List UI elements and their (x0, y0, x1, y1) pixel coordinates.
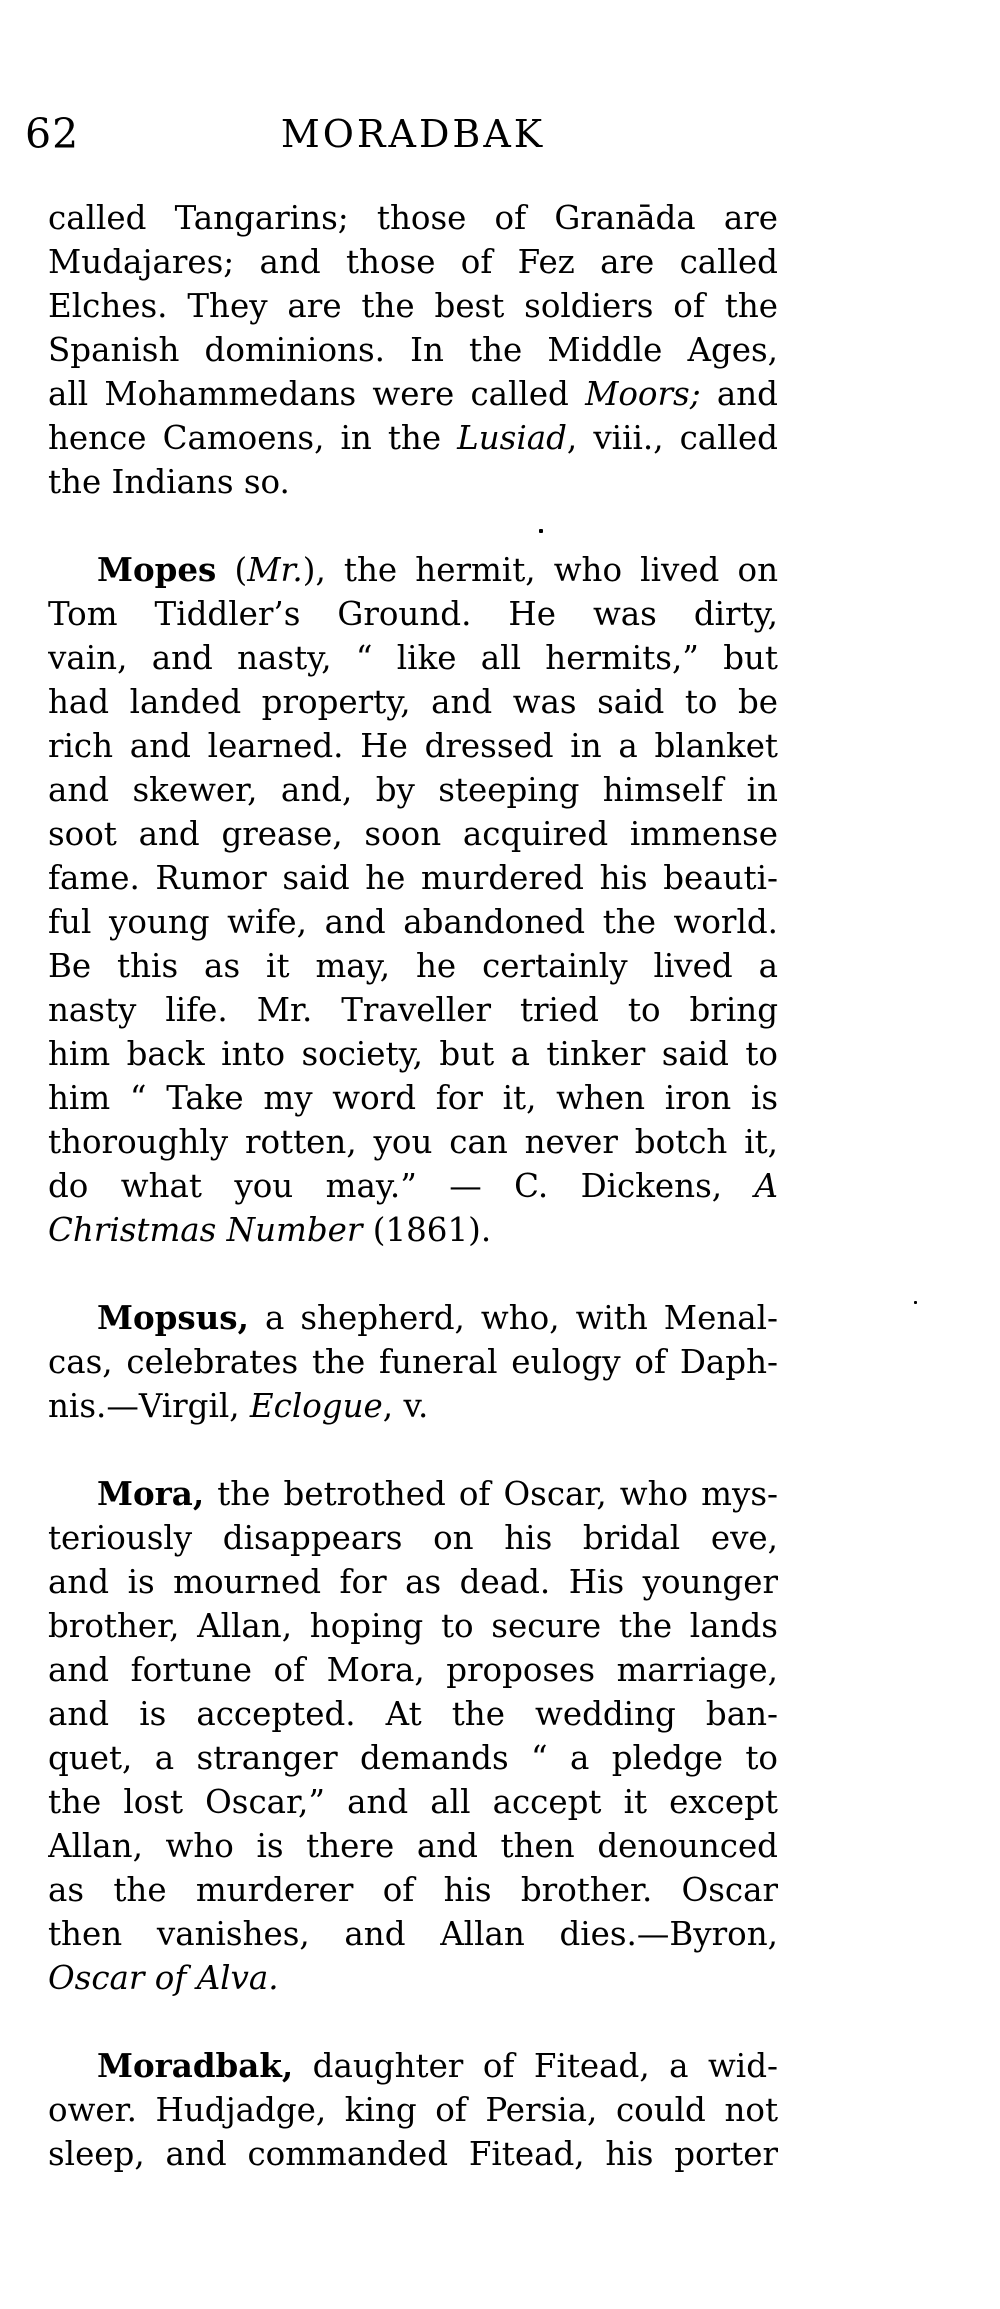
text-line (48, 1692, 778, 1736)
text-segment: Be this as it may, he certainly lived a (48, 947, 778, 985)
text-segment: teriously disappears on his bridal eve, (48, 1519, 778, 1557)
entry-headword: Mora, (97, 1474, 205, 1513)
entry-headword: Mopes (97, 550, 217, 589)
text-line (48, 416, 778, 460)
text-segment: the lost Oscar,” and all accept it except (48, 1783, 778, 1821)
text-line (48, 2044, 778, 2088)
text-line (48, 1868, 778, 1912)
text-line (48, 768, 778, 812)
text-segment: do what you may.” — C. Dickens, (48, 1167, 755, 1205)
text-segment: ful young wife, and abandoned the world. (48, 903, 778, 941)
text-line (48, 240, 778, 284)
text-segment: all Mohammedans were called (48, 375, 586, 413)
text-segment: fame. Rumor said he murdered his beauti- (48, 859, 778, 897)
text-line (48, 1164, 778, 1208)
paragraph (48, 2044, 778, 2176)
text-line (48, 900, 778, 944)
text-line (48, 548, 778, 592)
text-segment: the Indians so. (48, 463, 290, 501)
text-segment: and fortune of Mora, proposes marriage, (48, 1651, 778, 1689)
text-segment: Tom Tiddler’s Ground. He was dirty, (48, 595, 778, 633)
text-line (48, 680, 778, 724)
text-segment: then vanishes, and Allan dies.—Byron, (48, 1915, 778, 1953)
text-segment: , v. (382, 1387, 429, 1425)
text-segment: ower. Hudjadge, king of Persia, could not (48, 2091, 778, 2129)
text-segment: and skewer, and, by steeping himself in (48, 771, 778, 809)
text-segment: and is mourned for as dead. His younger (48, 1563, 778, 1601)
text-segment: as the murderer of his brother. Oscar (48, 1871, 778, 1909)
text-segment: and (700, 375, 778, 413)
page-body (48, 196, 778, 2176)
text-segment: ( (216, 551, 248, 589)
paragraph (48, 1296, 778, 1428)
text-line (48, 636, 778, 680)
text-line (48, 1340, 778, 1384)
paragraph (48, 1472, 778, 2000)
text-segment: Mudajares; and those of Fez are called (48, 243, 778, 281)
text-line (48, 1120, 778, 1164)
text-segment: Moors; (585, 375, 701, 413)
text-segment: Oscar of Alva. (48, 1959, 279, 1997)
text-segment: him “ Take my word for it, when iron is (48, 1079, 778, 1117)
text-line (48, 2132, 778, 2176)
text-segment: Mr. (247, 551, 303, 589)
text-line (48, 944, 778, 988)
text-line (48, 856, 778, 900)
text-line (48, 1032, 778, 1076)
text-line (48, 1516, 778, 1560)
text-segment: thoroughly rotten, you can never botch it, (48, 1123, 778, 1161)
text-segment: Allan, who is there and then denounced (48, 1827, 778, 1865)
text-segment: the betrothed of Oscar, who mys- (204, 1475, 778, 1513)
text-line (48, 1780, 778, 1824)
text-segment: nis.—Virgil, (48, 1387, 250, 1425)
text-line (48, 724, 778, 768)
running-head: MORADBAK (280, 112, 546, 156)
text-line (48, 1560, 778, 1604)
text-line (48, 2088, 778, 2132)
text-segment: called Tangarins; those of Granāda are (48, 199, 778, 237)
text-segment: Christmas Number (48, 1211, 363, 1249)
paragraph (48, 196, 778, 504)
text-line (48, 1824, 778, 1868)
text-line (48, 1736, 778, 1780)
text-segment: and is accepted. At the wedding ban- (48, 1695, 778, 1733)
text-line (48, 1472, 778, 1516)
text-line (48, 328, 778, 372)
text-line (48, 1604, 778, 1648)
text-segment: Eclogue (249, 1387, 383, 1425)
text-line (48, 1648, 778, 1692)
text-segment: ), the hermit, who lived on (302, 551, 778, 589)
paragraph (48, 548, 778, 1252)
entry-headword: Mopsus, (97, 1298, 249, 1337)
text-segment: A (754, 1167, 778, 1205)
text-line (48, 1956, 778, 2000)
text-line (48, 196, 778, 240)
text-segment: sleep, and commanded Fitead, his porter (48, 2135, 778, 2173)
text-segment: a shepherd, who, with Menal- (248, 1299, 778, 1337)
text-line (48, 284, 778, 328)
text-line (48, 460, 778, 504)
text-line (48, 1296, 778, 1340)
entry-headword: Moradbak, (97, 2046, 294, 2085)
text-line (48, 372, 778, 416)
text-segment: , viii., called (566, 419, 778, 457)
text-line (48, 1076, 778, 1120)
text-segment: quet, a stranger demands “ a pledge to (48, 1739, 778, 1777)
page-number: 62 (25, 110, 80, 158)
text-segment: daughter of Fitead, a wid- (293, 2047, 778, 2085)
text-segment: cas, celebrates the funeral eulogy of Daph- (48, 1343, 778, 1381)
text-line (48, 1208, 778, 1252)
text-segment: rich and learned. He dressed in a blanket (48, 727, 778, 765)
text-line (48, 592, 778, 636)
text-segment: had landed property, and was said to be (48, 683, 778, 721)
text-segment: nasty life. Mr. Traveller tried to bring (48, 991, 778, 1029)
text-line (48, 988, 778, 1032)
scan-speck (914, 1301, 917, 1304)
text-line (48, 1912, 778, 1956)
text-segment: hence Camoens, in the (48, 419, 458, 457)
text-segment: (1861). (362, 1211, 492, 1249)
text-segment: Elches. They are the best soldiers of the (48, 287, 778, 325)
text-line (48, 1384, 778, 1428)
text-segment: Lusiad (457, 419, 567, 457)
text-segment: vain, and nasty, “ like all hermits,” but (48, 639, 778, 677)
scan-speck (539, 529, 543, 533)
text-segment: Spanish dominions. In the Middle Ages, (48, 331, 778, 369)
text-segment: him back into society, but a tinker said to (48, 1035, 778, 1073)
text-segment: brother, Allan, hoping to secure the lands (48, 1607, 778, 1645)
text-line (48, 812, 778, 856)
text-segment: soot and grease, soon acquired immense (48, 815, 778, 853)
